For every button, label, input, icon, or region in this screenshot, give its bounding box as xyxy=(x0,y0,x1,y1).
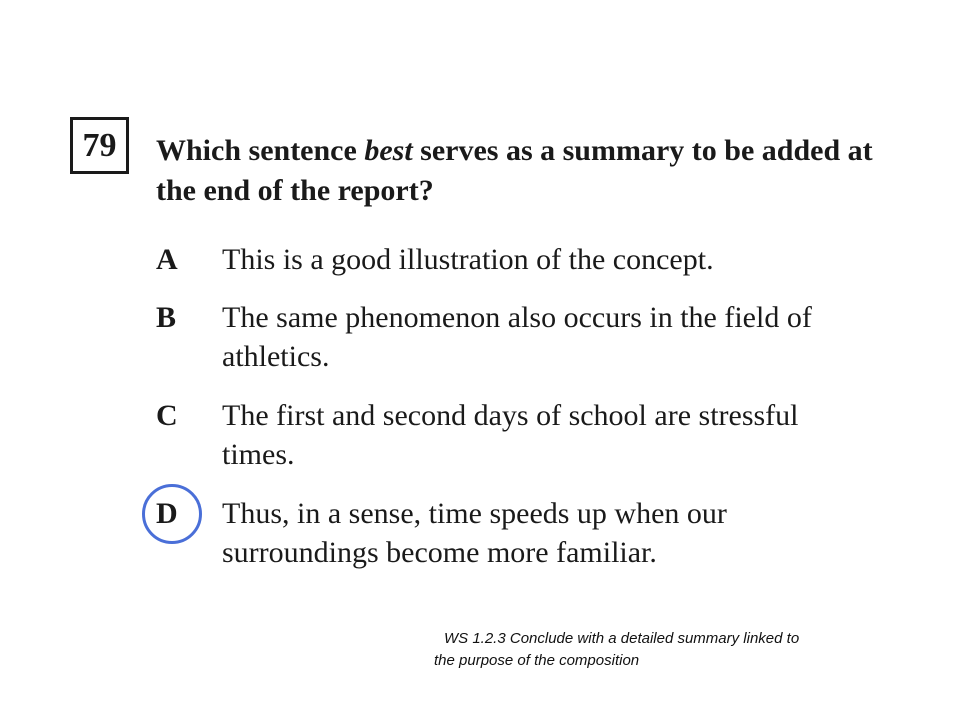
choice-text: The same phenomenon also occurs in the field of athletics. xyxy=(222,301,812,373)
question-prompt-start: Which sentence xyxy=(156,134,365,167)
standard-note-line2: the purpose of the composition xyxy=(434,652,640,669)
choice-text: The first and second days of school are stressful times. xyxy=(222,399,799,471)
choice-letter: D xyxy=(156,497,178,530)
choice-letter: B xyxy=(156,301,177,334)
correct-answer-circle xyxy=(142,484,202,544)
question-prompt-end: serves as a summary to be added at the end of the report? xyxy=(156,134,873,207)
question-number: 79 xyxy=(82,126,117,164)
choice-letter: C xyxy=(156,399,178,432)
standard-note-line1: WS 1.2.3 Conclude with a detailed summary linked to xyxy=(444,630,800,647)
question-prompt-emphasis: best xyxy=(364,134,413,167)
standard-note xyxy=(434,628,904,672)
choice-text: Thus, in a sense, time speeds up when our surroundings become more familiar. xyxy=(222,497,727,569)
choice-text: This is a good illustration of the concept. xyxy=(222,243,714,276)
question-number-box xyxy=(70,117,129,174)
choice-letter: A xyxy=(156,243,178,276)
question-prompt xyxy=(156,131,876,211)
